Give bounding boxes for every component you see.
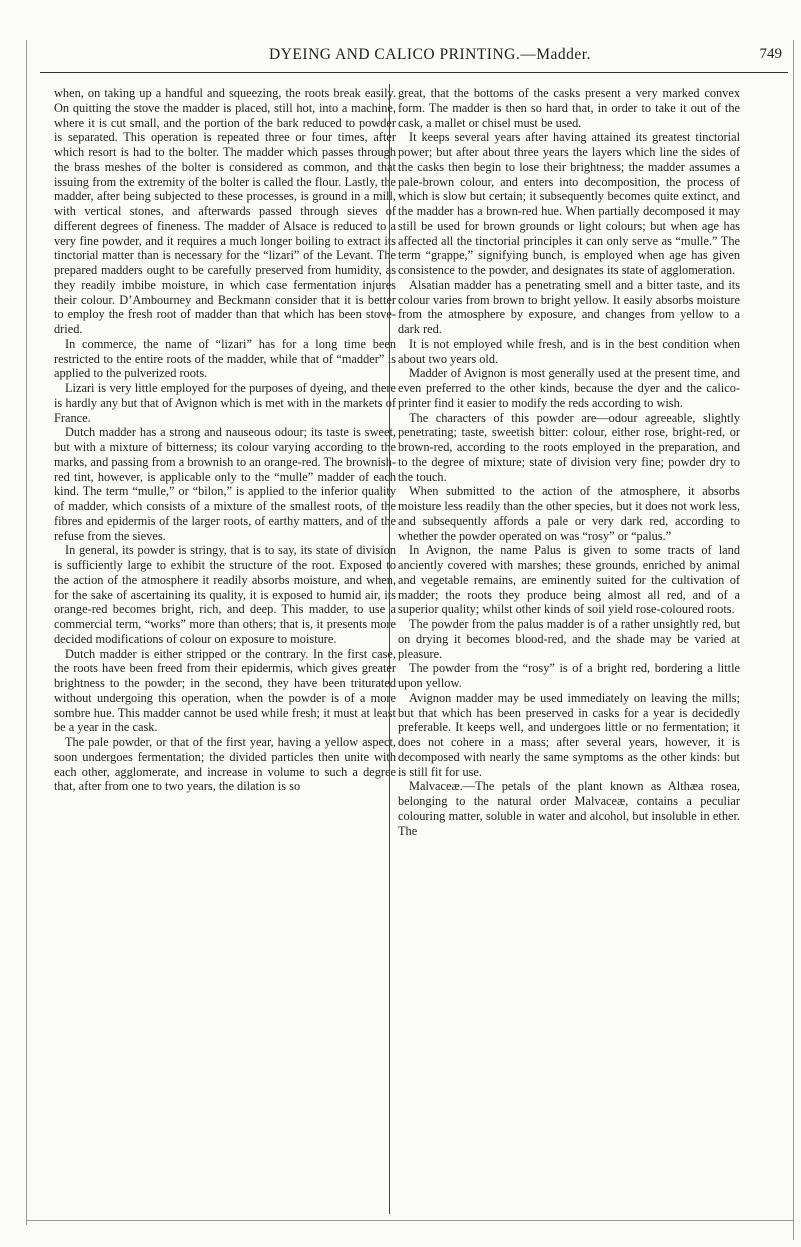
paragraph: when, on taking up a handful and squeezing, the roots break easily. On quitting the stove the madder is placed, still hot, into a machine, where it is cut small, and the portion of the bark reduced to powder is separated. This operation is repeated three or four times, after which resort is had to the bolter. The madder which passes through the brass meshes of the bolter is considered as common, and that issuing from the extremity of the bolter is called the flour. Lastly, the madder, after being subjected to these processes, is ground in a mill, with vertical stones, and afterwards passed through sieves of different degrees of fineness. The madder of Alsace is reduced to a very fine powder, and it requires a much longer boiling to extract its tinctorial matter than is necessary for the “lizari” of the Levant. The prepared madders ought to be carefully preserved from humidity, as they readily imbibe moisture, in which case fermentation injures their colour. D’Ambourney and Beckmann consider that it is better to employ the fresh root of madder than that which has been stove-dried.	[54, 86, 396, 336]
paragraph: The powder from the “rosy” is of a bright red, bordering a little upon yellow.	[398, 661, 740, 690]
column-divider	[389, 84, 390, 1214]
paragraph: Dutch madder is either stripped or the contrary. In the first case, the roots have been freed from their epidermis, which gives greater brightness to the powder; in the second, they have been triturated without undergoing this operation, when the powder is of a more sombre hue. This madder cannot be used while fresh; it must at least be a year in the cask.	[54, 646, 396, 735]
paragraph: In commerce, the name of “lizari” has for a long time been restricted to the entire roots of the madder, while that of “madder” is applied to the pulverized roots.	[54, 336, 396, 381]
header-rule	[40, 72, 788, 73]
paragraph: In Avignon, the name Palus is given to some tracts of land anciently covered with marshes; these grounds, enriched by animal and vegetable remains, are eminently suited for the cultivation of madder; the roots they produce being almost all red, and of a superior quality; whilst other kinds of soil yield rose-coloured roots.	[398, 543, 740, 617]
page-edge-bottom	[26, 1220, 794, 1221]
paragraph: Madder of Avignon is most generally used at the present time, and even preferred to the other kinds, because the dyer and the calico-printer find it easier to modify the reds according to wish.	[398, 366, 740, 410]
page-header	[78, 46, 782, 66]
paragraph: Lizari is very little employed for the purposes of dyeing, and there is hardly any but that of Avignon which is met with in the markets of France.	[54, 381, 396, 425]
paragraph: The powder from the palus madder is of a rather unsightly red, but on drying it becomes blood-red, and the shade may be varied at pleasure.	[398, 617, 740, 661]
page-number: 749	[759, 46, 782, 62]
right-column	[398, 86, 740, 838]
paragraph: In general, its powder is stringy, that is to say, its state of division is sufficiently large to exhibit the structure of the root. Exposed to the action of the atmosphere it readily absorbs moisture, and when, for the sake of ascertaining its quality, it is exposed to humid air, its orange-red becomes bright, rich, and deep. This madder, to use a commercial term, “works” more than others; that is, it presents more decided modifications of colour on exposure to moisture.	[54, 543, 396, 646]
paragraph: The pale powder, or that of the first year, having a yellow aspect, soon undergoes fermentation; the divided particles then unite with each other, agglomerate, and increase in volume to such a degree that, after from one to two years, the dilation is so	[54, 735, 396, 794]
paragraph: It is not employed while fresh, and is in the best condition when about two years old.	[398, 336, 740, 366]
paragraph: Alsatian madder has a penetrating smell and a bitter taste, and its colour varies from brown to bright yellow. It easily absorbs moisture from the atmosphere by exposure, and changes from yellow to a dark red.	[398, 277, 740, 336]
paragraph: The characters of this powder are—odour agreeable, slightly penetrating; taste, sweetish bitter: colour, either rose, bright-red, or brown-red, according to the roots employed in the preparation, and to the degree of mixture; state of division very fine; powder dry to the touch.	[398, 410, 740, 484]
paragraph: Dutch madder has a strong and nauseous odour; its taste is sweet, but with a mixture of bitterness; its colour varying according to the marks, and passing from a brownish to an orange-red. The brownish-red tint, however, is applicable only to the “mulle” madder of each kind. The term “mulle,” or “bilon,” is applied to the inferior quality of madder, which consists of a mixture of the smallest roots, of the fibres and epidermis of the larger roots, of earthy matters, and of the refuse from the sieves.	[54, 425, 396, 543]
paragraph: Avignon madder may be used immediately on leaving the mills; but that which has been preserved in casks for a year is decidedly preferable. It keeps well, and undergoes little or no fermentation; it does not cohere in a mass; after several years, however, it is decomposed with nearly the same symptoms as the other kinds: but is still fit for use.	[398, 690, 740, 779]
paragraph: great, that the bottoms of the casks present a very marked convex form. The madder is then so hard that, in order to take it out of the cask, a mallet or chisel must be used.	[398, 86, 740, 130]
page-edge-right	[793, 40, 794, 1240]
running-title: DYEING AND CALICO PRINTING.—Madder.	[269, 46, 591, 63]
page-edge-left	[26, 40, 27, 1225]
paragraph: When submitted to the action of the atmosphere, it absorbs moisture less readily than the other species, but it does not work less, and subsequently affords a pale or very dark red, according to whether the powder operated on was “rosy” or “palus.”	[398, 484, 740, 543]
paragraph: Malvaceæ.—The petals of the plant known as Althæa rosea, belonging to the natural order Malvaceæ, contains a peculiar colouring matter, soluble in water and alcohol, but insoluble in ether. The	[398, 779, 740, 838]
paragraph: It keeps several years after having attained its greatest tinctorial power; but after about three years the layers which line the sides of the casks then begin to lose their brightness; the madder assumes a pale-brown colour, and enters into decomposition, the process of which is slow but certain; it subsequently becomes quite extinct, and the madder has a brown-red hue. When partially decomposed it may still be used for brown grounds or light colours; but when age has affected all the tinctorial principles it can only serve as “mulle.” The term “grappe,” signifying bunch, is employed when age has given consistence to the powder, and designates its state of agglomeration.	[398, 130, 740, 277]
left-column	[54, 86, 396, 794]
